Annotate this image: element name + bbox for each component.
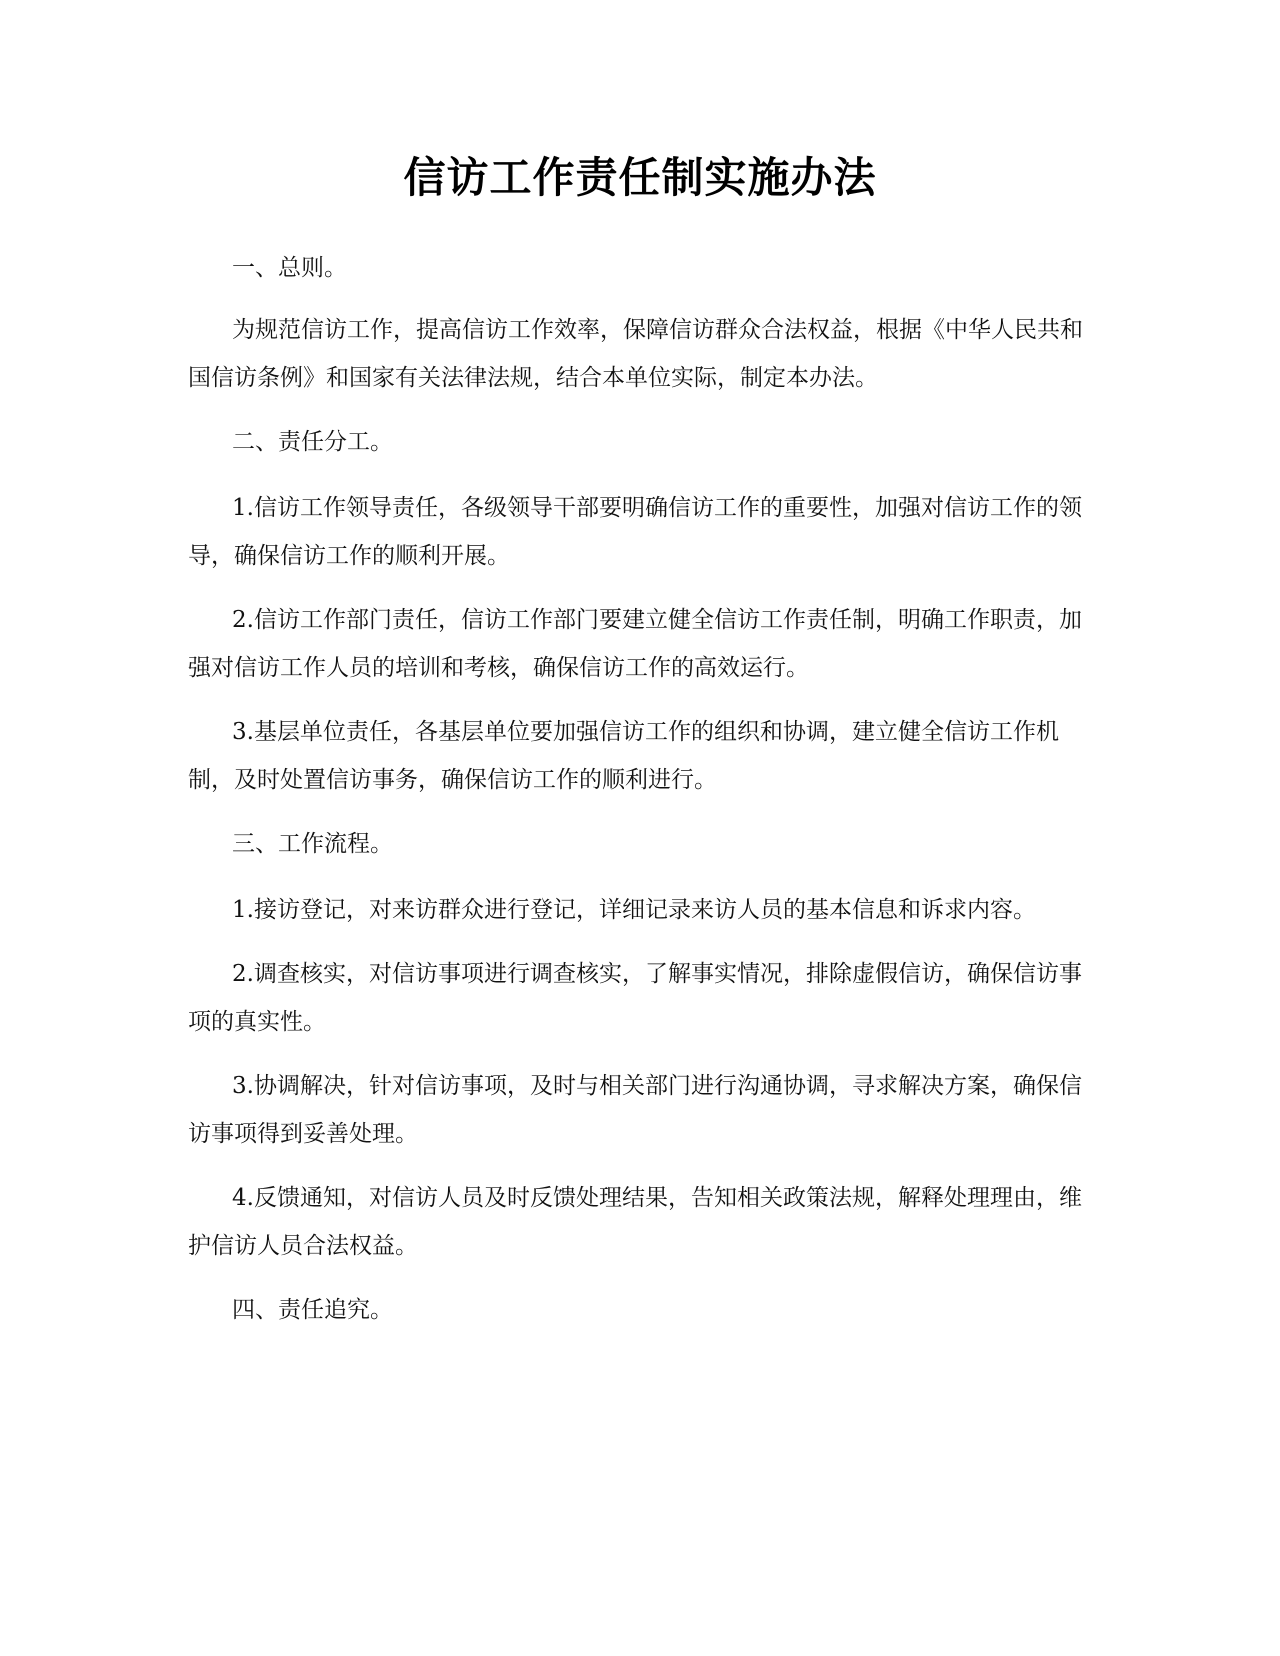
paragraph-text: 三、工作流程。 [232, 831, 393, 857]
paragraph-text: 1.信访工作领导责任，各级领导干部要明确信访工作的重要性，加强对信访工作的领导，确保信访工作的顺利开展。 [188, 495, 1082, 569]
paragraph-text: 2.调查核实，对信访事项进行调查核实，了解事实情况，排除虚假信访，确保信访事项的真实性。 [188, 961, 1082, 1035]
paragraph-text: 1.接访登记，对来访群众进行登记，详细记录来访人员的基本信息和诉求内容。 [232, 897, 1036, 923]
paragraph-text: 四、责任追究。 [232, 1297, 393, 1323]
paragraph [188, 484, 1088, 580]
paragraph [188, 306, 1088, 402]
section-heading [188, 1286, 1088, 1334]
section-heading [188, 418, 1088, 466]
paragraph [188, 886, 1088, 934]
paragraph [188, 950, 1088, 1046]
section-heading [188, 820, 1088, 868]
paragraph-text: 为规范信访工作，提高信访工作效率，保障信访群众合法权益，根据《中华人民共和国信访条例》和国家有关法律法规，结合本单位实际，制定本办法。 [188, 317, 1083, 391]
section-heading [188, 244, 1088, 292]
paragraph [188, 1174, 1088, 1270]
paragraph [188, 596, 1088, 692]
paragraph [188, 708, 1088, 804]
paragraph-text: 2.信访工作部门责任，信访工作部门要建立健全信访工作责任制，明确工作职责，加强对信访工作人员的培训和考核，确保信访工作的高效运行。 [188, 607, 1082, 681]
paragraph-text: 4.反馈通知，对信访人员及时反馈处理结果，告知相关政策法规，解释处理理由，维护信访人员合法权益。 [188, 1185, 1082, 1259]
paragraph-text: 3.基层单位责任，各基层单位要加强信访工作的组织和协调，建立健全信访工作机制，及时处置信访事务，确保信访工作的顺利进行。 [188, 719, 1059, 793]
paragraph-text: 一、总则。 [232, 255, 347, 281]
document-title: 信访工作责任制实施办法 [403, 153, 877, 202]
paragraph-text: 二、责任分工。 [232, 429, 393, 455]
paragraph [188, 1062, 1088, 1158]
paragraph-text: 3.协调解决，针对信访事项，及时与相关部门进行沟通协调，寻求解决方案，确保信访事项得到妥善处理。 [188, 1073, 1082, 1147]
